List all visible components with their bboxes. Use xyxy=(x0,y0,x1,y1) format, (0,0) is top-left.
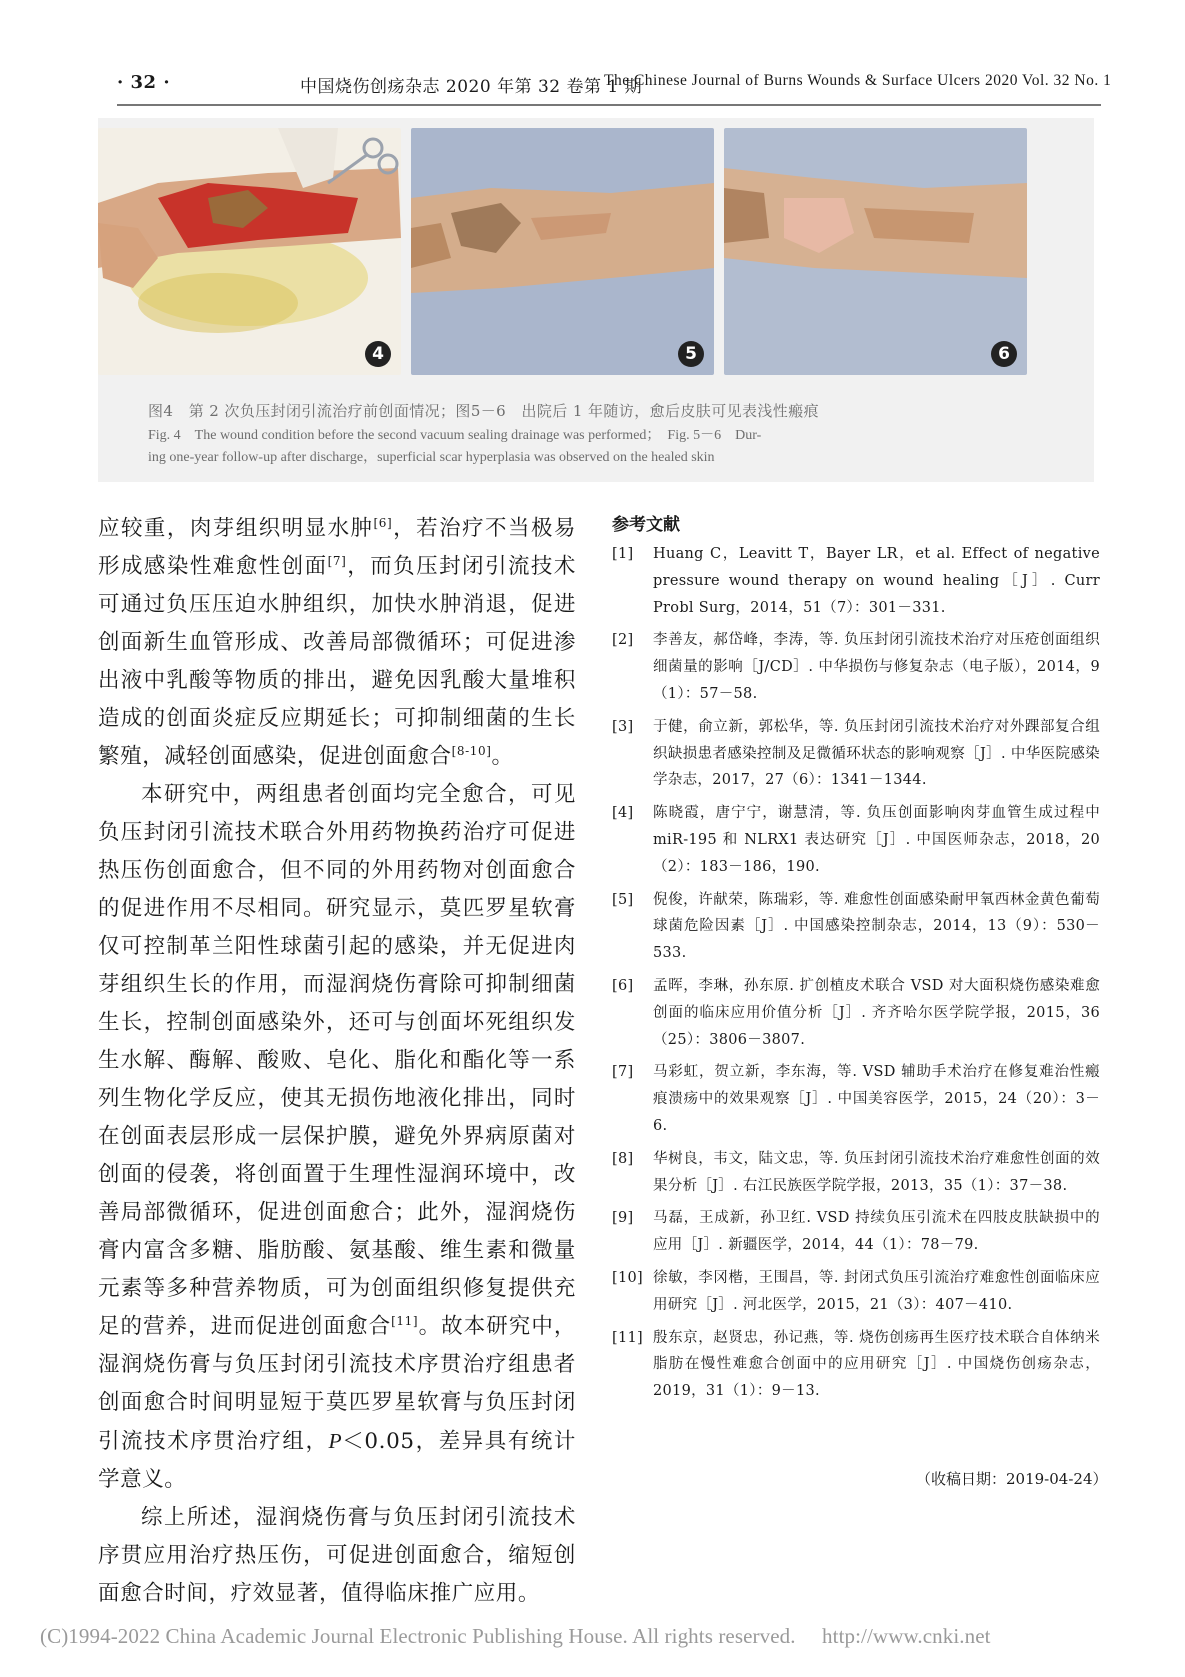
reference-text: 马彩虹，贺立新，李东海，等. VSD 辅助手术治疗在修复难治性瘢痕溃疡中的效果观察［J］. 中国美容医学，2015，24（20）：3－6. xyxy=(653,1064,1100,1134)
reference-text: 陈晓霞，唐宁宁，谢慧清，等. 负压创面影响肉芽血管生成过程中 miR-195 和 NLRX1 表达研究［J］. 中国医师杂志，2018，20（2）：183－186，190. xyxy=(653,805,1100,875)
reference-text: 殷东京，赵贤忠，孙记燕，等. 烧伤创疡再生医疗技术联合自体纳米脂肪在慢性难愈合创面中的应用研究［J］. 中国烧伤创疡杂志，2019，31（1）：9－13. xyxy=(653,1329,1100,1400)
scar-photo-illustration-2 xyxy=(724,128,1027,375)
body-paragraph-1 xyxy=(98,510,576,776)
panel-badge-5: 5 xyxy=(678,341,704,367)
reference-text: 马磊，王成新，孙卫红. VSD 持续负压引流术在四肢皮肤缺损中的应用［J］. 新疆医学，2014，44（1）：78－79. xyxy=(653,1210,1100,1254)
body-text: ，而负压封闭引流技术可通过负压压迫水肿组织，加快水肿消退，促进创面新生血管形成、改善局部微循环；可促进渗出液中乳酸等物质的排出，避免因乳酸大量堆积造成的创面炎症反应期延长；可抑制细菌的生长繁殖，减轻创面感染，促进创面愈合 xyxy=(98,554,576,769)
reference-item xyxy=(612,1265,1100,1319)
journal-title-en: The Chinese Journal of Burns Wounds & Surface Ulcers 2020 Vol. 32 No. 1 xyxy=(604,72,1112,89)
references-heading: 参考文献 xyxy=(612,515,680,535)
reference-text: 徐敏，李冈楷，王围昌，等. 封闭式负压引流治疗难愈性创面临床应用研究［J］. 河北医学，2015，21（3）：407－410. xyxy=(653,1269,1100,1313)
reference-text: 孟晖，李琳，孙东原. 扩创植皮术联合 VSD 对大面积烧伤感染难愈创面的临床应用价值分析［J］. 齐齐哈尔医学院学报，2015，36（25）：3806－3807. xyxy=(653,977,1100,1048)
reference-number: [5] xyxy=(612,891,634,908)
reference-item xyxy=(612,714,1100,794)
body-text: 。 xyxy=(491,744,514,769)
reference-number: [6] xyxy=(612,977,634,994)
figure-caption-en-line1: Fig. 4 The wound condition before the second vacuum sealing drainage was performed； Fig. 5－6 Dur- xyxy=(148,428,762,443)
reference-number: [1] xyxy=(612,546,634,562)
reference-item xyxy=(612,800,1100,880)
reference-number: [2] xyxy=(612,632,634,649)
reference-item xyxy=(612,887,1100,967)
citation-mark: [7] xyxy=(327,553,347,568)
body-text: ，若治疗不当极易形成感染性难愈性创面 xyxy=(98,516,576,579)
reference-number: [10] xyxy=(612,1269,643,1286)
reference-number: [9] xyxy=(612,1210,634,1227)
citation-mark: [11] xyxy=(391,1313,419,1328)
reference-item xyxy=(612,1205,1100,1259)
photo-followup-scar-1 xyxy=(411,128,714,375)
reference-item xyxy=(612,973,1100,1053)
reference-number: [7] xyxy=(612,1064,634,1081)
wound-photo-illustration xyxy=(98,128,401,375)
body-text: 本研究中，两组患者创面均完全愈合，可见负压封闭引流技术联合外用药物换药治疗可促进热压伤创面愈合，但不同的外用药物对创面愈合的促进作用不尽相同。研究显示，莫匹罗星软膏仅可控制革兰阳性球菌引起的感染，并无促进肉芽组织生长的作用，而湿润烧伤膏除可抑制细菌生长，控制创面感染外，还可与创面坏死组织发生水解、酶解、酸败、皂化、脂化和酯化等一系列生物化学反应，使其无损伤地液化排出，同时在创面表层形成一层保护膜，避免外界病原菌对创面的侵袭，将创面置于生理性湿润环境中，改善局部微循环，促进创面愈合；此外，湿润烧伤膏内富含多糖、脂肪酸、氨基酸、维生素和微量元素等多种营养物质，可为创面组织修复提供充足的营养，进而促进创面愈合 xyxy=(98,782,576,1339)
reference-text: 华树良，韦文，陆文忠，等. 负压封闭引流技术治疗难愈性创面的效果分析［J］. 右江民族医学院学报，2013，35（1）：37－38. xyxy=(653,1150,1100,1194)
header-rule xyxy=(117,104,1101,106)
page-number: · 32 · xyxy=(117,72,171,93)
photo-followup-scar-2 xyxy=(724,128,1027,375)
figure-caption-cn: 图4 第 2 次负压封闭引流治疗前创面情况；图5－6 出院后 1 年随访，愈后皮肤可见表浅性瘢痕 xyxy=(148,402,819,420)
reference-item xyxy=(612,541,1100,621)
reference-item xyxy=(612,1059,1100,1139)
panel-badge-4: 4 xyxy=(365,341,391,367)
body-text: 应较重，肉芽组织明显水肿 xyxy=(98,516,374,541)
journal-title-cn: 中国烧伤创疡杂志 2020 年第 32 卷第 1 期 xyxy=(300,77,643,97)
photo-wound-before-vsd xyxy=(98,128,401,375)
reference-list xyxy=(612,541,1100,1411)
body-paragraph-2 xyxy=(98,776,576,1499)
received-date: （收稿日期：2019-04-24） xyxy=(916,1470,1108,1488)
p-value-symbol: P xyxy=(328,1429,343,1453)
reference-number: [3] xyxy=(612,718,634,735)
body-text: ＜0.05，差异具有统计学意义。 xyxy=(98,1429,576,1492)
panel-badge-6: 6 xyxy=(991,341,1017,367)
body-text-column xyxy=(98,510,576,1613)
reference-text: Huang C，Leavitt T，Bayer LR，et al. Effect of negative pressure wound therapy on wound healing［J］. Curr Probl Surg，2014，51（7）：301－331. xyxy=(653,546,1100,616)
figure-caption-en-line2: ing one-year follow-up after discharge，superficial scar hyperplasia was observed on the healed skin xyxy=(148,450,715,465)
reference-item xyxy=(612,1146,1100,1200)
body-paragraph-3: 综上所述，湿润烧伤膏与负压封闭引流技术序贯应用治疗热压伤，可促进创面愈合，缩短创面愈合时间，疗效显著，值得临床推广应用。 xyxy=(98,1505,576,1606)
reference-number: [11] xyxy=(612,1329,643,1346)
citation-mark: [6] xyxy=(373,515,393,530)
reference-text: 倪俊，许献荣，陈瑞彩，等. 难愈性创面感染耐甲氧西林金黄色葡萄球菌危险因素［J］. 中国感染控制杂志，2014，13（9）：530－533. xyxy=(653,891,1100,962)
reference-number: [4] xyxy=(612,805,634,822)
scar-photo-illustration-1 xyxy=(411,128,714,375)
citation-mark: [8-10] xyxy=(451,743,492,758)
body-text: 。故本研究中，湿润烧伤膏与负压封闭引流技术序贯治疗组患者创面愈合时间明显短于莫匹罗星软膏与负压封闭引流技术序贯治疗组， xyxy=(98,1314,577,1454)
reference-text: 李善友，郝岱峰，李涛，等. 负压封闭引流技术治疗对压疮创面组织细菌量的影响［J/CD］. 中华损伤与修复杂志（电子版），2014，9（1）：57－58. xyxy=(653,632,1100,702)
reference-number: [8] xyxy=(612,1150,634,1167)
copyright-footer: (C)1994-2022 China Academic Journal Electronic Publishing House. All rights reserved. http://www.cnki.net xyxy=(40,1624,991,1648)
reference-text: 于健，俞立新，郭松华，等. 负压封闭引流技术治疗对外踝部复合组织缺损患者感染控制及足微循环状态的影响观察［J］. 中华医院感染学杂志，2017，27（6）：1341－1344. xyxy=(653,718,1100,789)
reference-item xyxy=(612,627,1100,707)
reference-item xyxy=(612,1325,1100,1405)
